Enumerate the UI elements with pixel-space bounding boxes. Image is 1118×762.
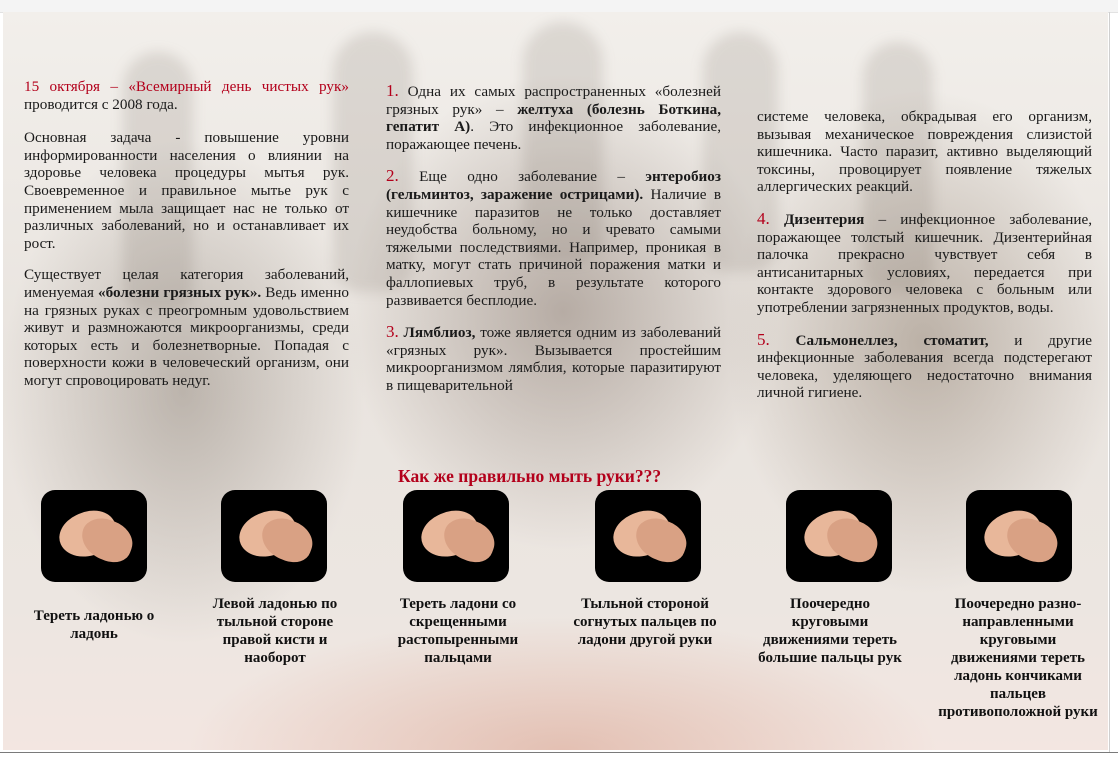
brochure-page: [3, 12, 1108, 750]
step-3-caption: Тереть ладони со скрещенными растопыренными пальцами: [397, 596, 519, 666]
intro-paragraph: 15 октября – «Всемирный день чистых рук» проводится с 2008 года.: [24, 78, 349, 113]
disease-item-5: 5. Сальмонеллез, стоматит, и другие инфекционные заболевания всегда подстерегают человека, уделяющего недостаточно внимания личной гигиене.: [757, 329, 1092, 402]
step-2-photo: [221, 490, 327, 582]
day-of-clean-hands: 15 октября – «Всемирный день чистых рук»: [24, 78, 349, 95]
step-6-caption: Поочередно разно-направленными круговыми движениями тереть ладонь кончиками пальцев противоположной руки: [938, 596, 1098, 720]
disease-item-2: 2. Еще одно заболевание – энтеробиоз (гельминтоз, заражение острицами). Наличие в кишечнике паразитов не только доставляет неудобства больному, но и чревато самыми тяжелыми последствиями. Например, проникая в матку, могут стать причиной поражения матки и фаллопиевых труб, в результате которого развивается бесплодие.: [386, 166, 722, 309]
hand-washing-heading: Как же правильно мыть руки???: [398, 466, 662, 486]
column-left: [24, 78, 349, 404]
step-3-photo: [403, 490, 509, 582]
column-right: [757, 108, 1092, 416]
step-4-caption: Тыльной стороной согнутых пальцев по ладони другой руки: [573, 596, 717, 648]
disease-item-4: 4. Дизентерия – инфекционное заболевание, поражающее толстый кишечник. Дизентерийная палочка прекрасно чувствует себя в антисанитарных условиях, передается при контакте здорового человека с больным или употреблении загрязненных продуктов, воды.: [757, 208, 1093, 316]
disease-item-3: 3. Лямблиоз, тоже является одним из заболеваний «грязных рук». Вызывается простейшим микроорганизмом лямблия, которые паразитируют в пищеварительной: [386, 322, 722, 394]
disease-item-1: 1. Одна их самых распространенных «болезней грязных рук» – желтуха (болезнь Боткина, гепатит А). Это инфекционное заболевание, поражающее печень.: [386, 81, 721, 153]
step-2-caption: Левой ладонью по тыльной стороне правой кисти и наоборот: [212, 596, 338, 666]
lamblia-continued: системе человека, обкрадывая его организм, вызывая механическое повреждения слизистой кишечника. Часто паразит, активно выделяющий токсины, провоцирует появление тяжелых аллергических реакций.: [757, 108, 1092, 196]
dirty-hands-term: «болезни грязных рук».: [98, 283, 262, 301]
step-5-caption: Поочередно круговыми движениями тереть большие пальцы рук: [758, 596, 902, 666]
step-4-photo: [595, 490, 701, 582]
step-1-caption: Тереть ладонью о ладонь: [33, 608, 155, 642]
step-1-photo: [41, 490, 147, 582]
column-middle: [386, 82, 721, 409]
main-task-paragraph: Основная задача - повышение уровни информированности населения о влиянии на здоровье человека процедуры мытья рук. Своевременное и правильное мытье рук с применением мыла защищает нас не только от различных заболеваний, но и останавливает их рост.: [24, 129, 349, 252]
page-right-edge: [1109, 12, 1110, 752]
step-5-photo: [786, 490, 892, 582]
dirty-hands-paragraph: Существует целая категория заболеваний, именуемая «болезни грязных рук». Ведь именно на грязных руках с преогромным удовольствием живут и размножаются микроорганизмы, среди которых есть и болезнетворные. Попадая с поверхности кожи в человеческий организм, они могут спровоцировать недуг.: [24, 266, 349, 389]
step-6-photo: [966, 490, 1072, 582]
page-bottom-rule: [0, 752, 1118, 753]
